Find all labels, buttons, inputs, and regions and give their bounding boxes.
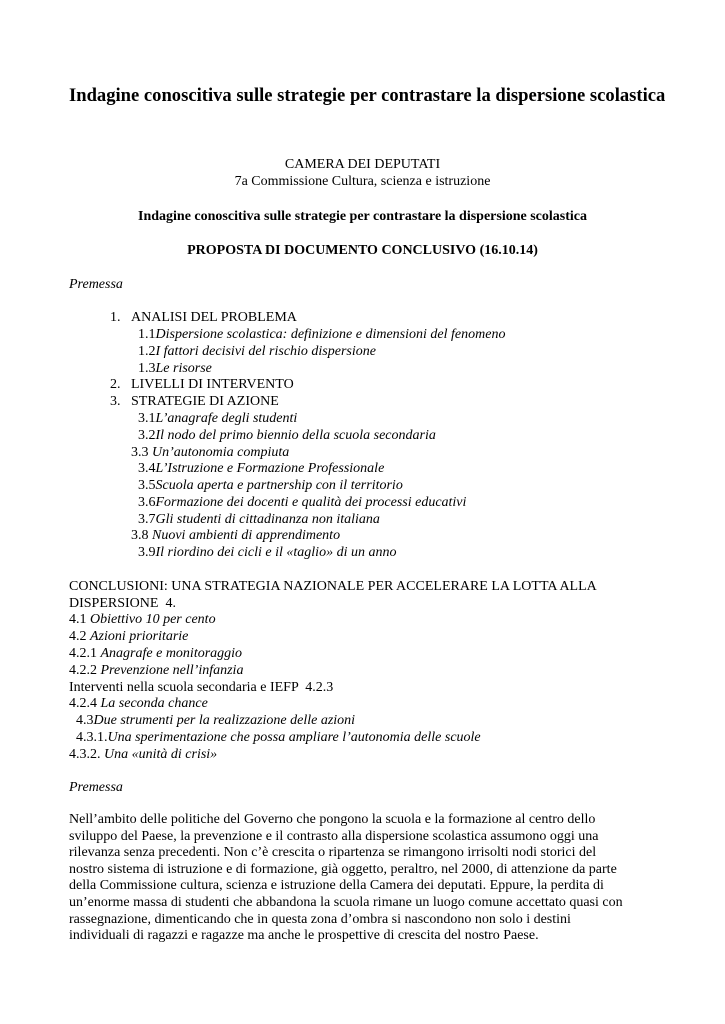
institution-name: CAMERA DEI DEPUTATI — [284, 157, 441, 172]
toc-item: 3.1L’anagrafe degli studenti — [138, 411, 298, 426]
paragraph-line: rilevanza senza precedenti. Non c’è crescita o ripartenza se rimangono irrisolti nodi storici del — [69, 845, 597, 861]
toc-item: 3.8 Nuovi ambienti di apprendimento — [131, 528, 341, 543]
conclusion-item: 4.1 Obiettivo 10 per cento — [69, 612, 216, 627]
paragraph-line: rassegnazione, dimenticando che in questa zona d’ombra si nascondono non solo i destini — [69, 911, 571, 927]
conclusions-heading-line1: CONCLUSIONI: UNA STRATEGIA NAZIONALE PER ACCELERARE LA LOTTA ALLA — [69, 579, 597, 594]
conclusion-item: 4.2 Azioni prioritarie — [69, 629, 189, 644]
conclusion-item: Interventi nella scuola secondaria e IEFP 4.2.3 — [69, 680, 334, 695]
conclusion-item: 4.3.2. Una «unità di crisi» — [69, 747, 218, 762]
toc-item: 1.2I fattori decisivi del rischio dispersione — [138, 344, 376, 359]
toc-item: 3.3 Un’autonomia compiuta — [131, 445, 290, 460]
toc-item: 3.2Il nodo del primo biennio della scuola secondaria — [138, 428, 436, 443]
conclusions-heading-line2: DISPERSIONE 4. — [69, 596, 176, 611]
document-title: Indagine conoscitiva sulle strategie per contrastare la dispersione scolastica — [69, 85, 666, 106]
toc-item: 3.5Scuola aperta e partnership con il territorio — [138, 478, 403, 493]
premessa-heading: Premessa — [69, 780, 123, 795]
conclusion-item: 4.3.1.Una sperimentazione che possa ampliare l’autonomia delle scuole — [76, 730, 481, 745]
paragraph-line: un’enorme massa di studenti che abbandona la scuola rimane un luogo comune accettato quasi con — [69, 894, 623, 910]
conclusion-item: 4.3Due strumenti per la realizzazione delle azioni — [76, 713, 356, 728]
subtitle: Indagine conoscitiva sulle strategie per contrastare la dispersione scolastica — [138, 209, 587, 224]
conclusion-item: 4.2.4 La seconda chance — [69, 696, 208, 711]
toc-item: 3.6Formazione dei docenti e qualità dei processi educativi — [138, 495, 467, 510]
toc-item: 3. STRATEGIE DI AZIONE — [110, 394, 279, 409]
toc-item: 3.4L’Istruzione e Formazione Professionale — [138, 461, 385, 476]
toc-item: 1.1Dispersione scolastica: definizione e dimensioni del fenomeno — [138, 327, 506, 342]
premessa-label: Premessa — [69, 277, 123, 292]
premessa-paragraph — [69, 812, 659, 945]
proposal-heading: PROPOSTA DI DOCUMENTO CONCLUSIVO (16.10.14) — [187, 243, 538, 258]
toc-item: 1.3Le risorse — [138, 361, 212, 376]
toc-item: 1. ANALISI DEL PROBLEMA — [110, 310, 297, 325]
paragraph-line: nostro sistema di istruzione e di formazione, già oggetto, peraltro, nel 2000, di attenzione da parte — [69, 861, 617, 877]
conclusion-item: 4.2.1 Anagrafe e monitoraggio — [69, 646, 243, 661]
paragraph-line: Nell’ambito delle politiche del Governo che pongono la scuola e la formazione al centro dello — [69, 812, 596, 827]
paragraph-line: individuali di ragazzi e ragazze ma anche le prospettive di crescita del nostro Paese. — [69, 928, 539, 944]
toc-item: 3.7Gli studenti di cittadinanza non italiana — [138, 512, 380, 527]
toc-item: 3.9Il riordino dei cicli e il «taglio» di un anno — [138, 545, 397, 560]
paragraph-line: della Commissione cultura, scienza e istruzione della Camera dei deputati. Eppure, la perdita di — [69, 878, 604, 894]
conclusion-item: 4.2.2 Prevenzione nell’infanzia — [69, 663, 244, 678]
paragraph-line: sviluppo del Paese, la prevenzione e il contrasto alla dispersione scolastica assumono oggi una — [69, 828, 599, 844]
toc-item: 2. LIVELLI DI INTERVENTO — [110, 377, 294, 392]
commission-name: 7a Commissione Cultura, scienza e istruzione — [234, 174, 491, 189]
